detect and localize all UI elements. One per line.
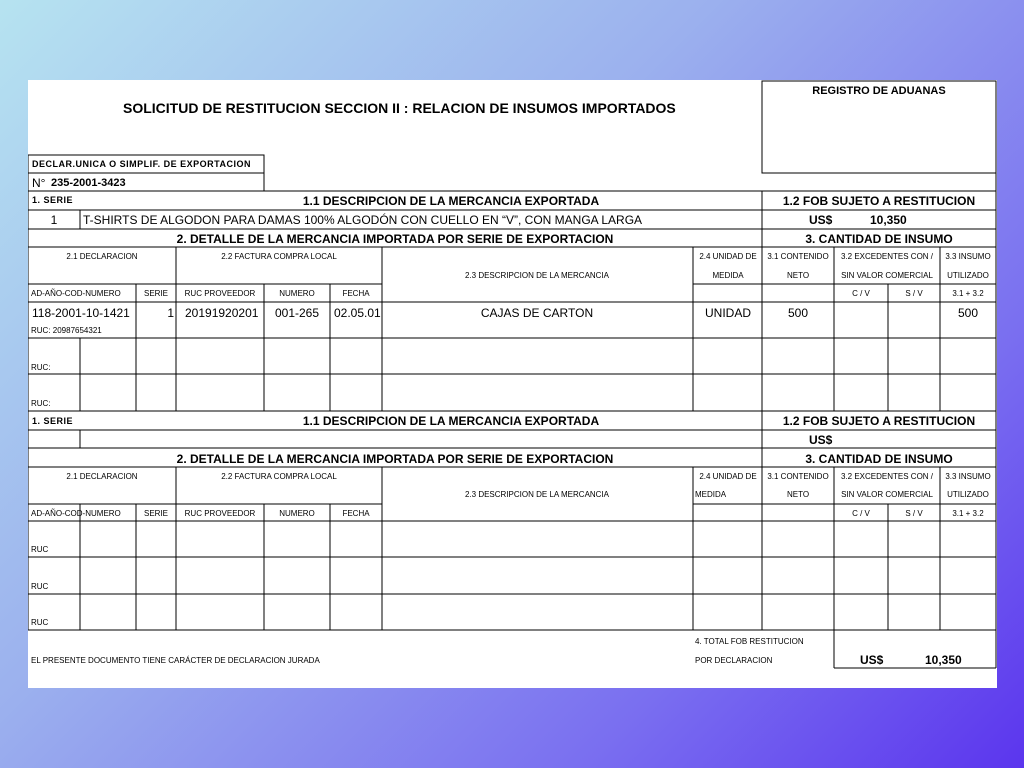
- serie-value: 1: [50, 213, 58, 227]
- col-ruc-header-b: RUC PROVEEDOR: [184, 509, 256, 518]
- row1-descripcion: CAJAS DE CARTON: [480, 306, 594, 320]
- fob-currency-2: US$: [809, 433, 833, 447]
- unidad-col-header: 2.4 UNIDAD DE: [699, 252, 757, 261]
- cantidad-header: 3. CANTIDAD DE INSUMO: [805, 232, 953, 246]
- fob-header-2: 1.2 FOB SUJETO A RESTITUCION: [782, 414, 976, 428]
- excedentes-col-header-b2: SIN VALOR COMERCIAL: [841, 490, 933, 499]
- customs-form-sheet: [28, 80, 997, 688]
- contenido-col-header-2: NETO: [786, 271, 810, 280]
- col-cv-header: C / V: [852, 289, 870, 298]
- total-currency: US$: [860, 653, 884, 667]
- footer-note: EL PRESENTE DOCUMENTO TIENE CARÁCTER DE DECLARACION JURADA: [31, 656, 320, 665]
- export-description: T-SHIRTS DE ALGODON PARA DAMAS 100% ALGODÓN CON CUELLO EN “V”, CON MANGA LARGA: [83, 213, 643, 227]
- desc-export-header: 1.1 DESCRIPCION DE LA MERCANCIA EXPORTADA: [302, 194, 600, 208]
- fob-currency: US$: [809, 213, 833, 227]
- col-ad-header-b: AD-AÑO-COD-NUMERO: [31, 509, 121, 518]
- col-cv-header-b: C / V: [852, 509, 870, 518]
- row1-numero: 001-265: [274, 306, 320, 320]
- cantidad-header-2: 3. CANTIDAD DE INSUMO: [805, 452, 953, 466]
- registro-aduanas-label: REGISTRO DE ADUANAS: [812, 85, 946, 97]
- declaracion-col-header: 2.1 DECLARACION: [66, 252, 138, 261]
- excedentes-col-header: 3.2 EXCEDENTES CON /: [840, 252, 934, 261]
- form-title: SOLICITUD DE RESTITUCION SECCION II : RELACION DE INSUMOS IMPORTADOS: [123, 100, 676, 116]
- col-serie-header: SERIE: [143, 289, 169, 298]
- unidad-col-header-b2: MEDIDA: [695, 490, 727, 499]
- row1-unidad: UNIDAD: [704, 306, 752, 320]
- declaracion-label: DECLAR.UNICA O SIMPLIF. DE EXPORTACION: [32, 159, 252, 169]
- row1-ruc-label: RUC: 20987654321: [31, 326, 102, 335]
- descripcion-col-header: 2.3 DESCRIPCION DE LA MERCANCIA: [464, 271, 610, 280]
- s2-row1-ruc-label: RUC: [31, 545, 49, 554]
- col-sv-header-b: S / V: [905, 509, 923, 518]
- insumo-col-header: 3.3 INSUMO: [945, 252, 991, 261]
- col-numero-header-b: NUMERO: [279, 509, 315, 518]
- col-serie-header-b: SERIE: [143, 509, 169, 518]
- col-ad-header: AD-AÑO-COD-NUMERO: [31, 289, 121, 298]
- factura-col-header: 2.2 FACTURA COMPRA LOCAL: [221, 252, 337, 261]
- total-label-2: POR DECLARACION: [695, 656, 773, 665]
- col-sum-header: 3.1 + 3.2: [952, 289, 984, 298]
- form-grid-lines: [28, 80, 997, 688]
- col-numero-header: NUMERO: [279, 289, 315, 298]
- insumo-col-header-b2: UTILIZADO: [947, 490, 989, 499]
- detalle-header: 2. DETALLE DE LA MERCANCIA IMPORTADA POR SERIE DE EXPORTACION: [176, 232, 614, 246]
- row1-serie: 1: [167, 306, 174, 320]
- col-ruc-header: RUC PROVEEDOR: [184, 289, 256, 298]
- insumo-col-header-2: UTILIZADO: [947, 271, 989, 280]
- contenido-col-header: 3.1 CONTENIDO: [767, 252, 829, 261]
- row1-contenido: 500: [787, 306, 809, 320]
- declaracion-number-prefix: N°: [32, 176, 46, 190]
- contenido-col-header-b2: NETO: [786, 490, 810, 499]
- detalle-header-2: 2. DETALLE DE LA MERCANCIA IMPORTADA POR SERIE DE EXPORTACION: [176, 452, 614, 466]
- serie-header: 1. SERIE: [32, 195, 74, 205]
- fob-value: 10,350: [870, 213, 907, 227]
- descripcion-col-header-b: 2.3 DESCRIPCION DE LA MERCANCIA: [464, 490, 610, 499]
- total-label: 4. TOTAL FOB RESTITUCION: [695, 637, 804, 646]
- row1-fecha: 02.05.01: [334, 306, 381, 320]
- col-sum-header-b: 3.1 + 3.2: [952, 509, 984, 518]
- insumo-col-header-b: 3.3 INSUMO: [945, 472, 991, 481]
- factura-col-header-b: 2.2 FACTURA COMPRA LOCAL: [221, 472, 337, 481]
- fob-header: 1.2 FOB SUJETO A RESTITUCION: [782, 194, 976, 208]
- col-fecha-header: FECHA: [342, 289, 370, 298]
- row1-ad: 118-2001-10-1421: [32, 306, 130, 320]
- col-fecha-header-b: FECHA: [342, 509, 370, 518]
- contenido-col-header-b: 3.1 CONTENIDO: [767, 472, 829, 481]
- declaracion-col-header-b: 2.1 DECLARACION: [66, 472, 138, 481]
- serie-header-2: 1. SERIE: [32, 416, 74, 426]
- total-value: 10,350: [925, 653, 962, 667]
- excedentes-col-header-b: 3.2 EXCEDENTES CON /: [840, 472, 934, 481]
- col-sv-header: S / V: [905, 289, 923, 298]
- desc-export-header-2: 1.1 DESCRIPCION DE LA MERCANCIA EXPORTADA: [302, 414, 600, 428]
- s2-row3-ruc-label: RUC: [31, 618, 49, 627]
- unidad-col-header-b: 2.4 UNIDAD DE: [699, 472, 757, 481]
- row1-ruc-proveedor: 20191920201: [185, 306, 259, 320]
- s2-row2-ruc-label: RUC: [31, 582, 49, 591]
- row2-ruc-label: RUC:: [31, 363, 51, 372]
- declaracion-number: 235-2001-3423: [51, 177, 126, 189]
- row3-ruc-label: RUC:: [31, 399, 51, 408]
- unidad-col-header-2: MEDIDA: [712, 271, 744, 280]
- excedentes-col-header-2: SIN VALOR COMERCIAL: [841, 271, 933, 280]
- row1-insumo: 500: [957, 306, 979, 320]
